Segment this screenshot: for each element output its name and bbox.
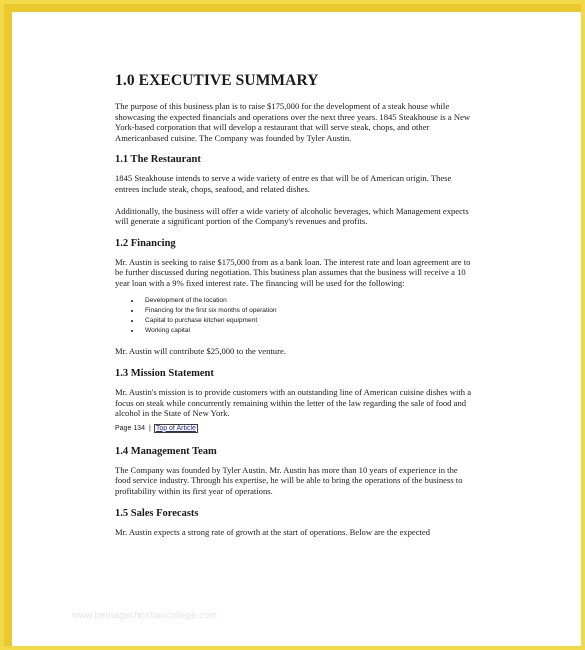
management-heading: 1.4 Management Team: [115, 445, 217, 457]
page-footer: [115, 425, 475, 432]
management-paragraph: The Company was founded by Tyler Austin. Mr. Austin has more than 10 years of experience in the food service industry. Through his expertise, he will be able to bring the operations of the business to profitability within its first year of operations.: [115, 464, 463, 496]
restaurant-paragraph-2: Additionally, the business will offer a wide variety of alcoholic beverages, which Management expects will generate a significant portion of the Company's revenues and profits.: [115, 205, 469, 227]
financing-uses-list: [115, 296, 475, 337]
restaurant-heading: 1.1 The Restaurant: [115, 154, 201, 166]
list-item: • Development of the location: [141, 296, 475, 306]
restaurant-paragraph-1: 1845 Steakhouse intends to serve a wide variety of entre es that will be of American origin. These entrees include steak, chops, seafood, and related dishes.: [115, 173, 452, 194]
executive-summary-paragraph: The purpose of this business plan is to raise $175,000 for the development of a steak house while showcasing the expected financials and operations over the next three years. 1845 Steakhouse is a New York-based corporation that will develop a restaurant that will serve steak, chops, and other Americanbased cuisine. The Company was founded by Tyler Austin.: [115, 101, 471, 143]
document-title: 1.0 EXECUTIVE SUMMARY: [115, 72, 319, 89]
footer-separator: |: [148, 424, 151, 432]
financing-paragraph-2: Mr. Austin will contribute $25,000 to the venture.: [115, 346, 286, 357]
financing-paragraph-1: Mr. Austin is seeking to raise $175,000 from as a bank loan. The interest rate and loan agreement are to be further discussed during negotiation. This business plan assumes that the business will receive a 10 year loan with a 9% fixed interest rate. The financing will be used for the following:: [115, 256, 471, 288]
top-of-article-link[interactable]: Top of Article: [155, 424, 196, 432]
sales-heading: 1.5 Sales Forecasts: [115, 507, 199, 519]
mission-paragraph: Mr. Austin's mission is to provide customers with an outstanding line of American cuisine dishes with a focus on steak while concurrently remaining within the letter of the law regarding the sale of food and alcohol in the State of New York.: [115, 386, 472, 419]
page-number: Page 134: [115, 424, 145, 432]
mission-heading: 1.3 Mission Statement: [115, 367, 214, 379]
list-item: • Financing for the first six months of operation: [141, 306, 475, 316]
page-border-frame: [4, 4, 581, 646]
document-content: [115, 72, 475, 548]
financing-heading: 1.2 Financing: [115, 237, 176, 249]
watermark-text: www.heritagechristiancollege.com: [72, 610, 218, 620]
list-item: • Capital to purchase kitchen equipment: [141, 316, 475, 326]
list-item: • Working capital: [141, 326, 475, 336]
document-page: [12, 12, 581, 646]
sales-paragraph: Mr. Austin expects a strong rate of growth at the start of operations. Below are the expected: [115, 526, 431, 537]
